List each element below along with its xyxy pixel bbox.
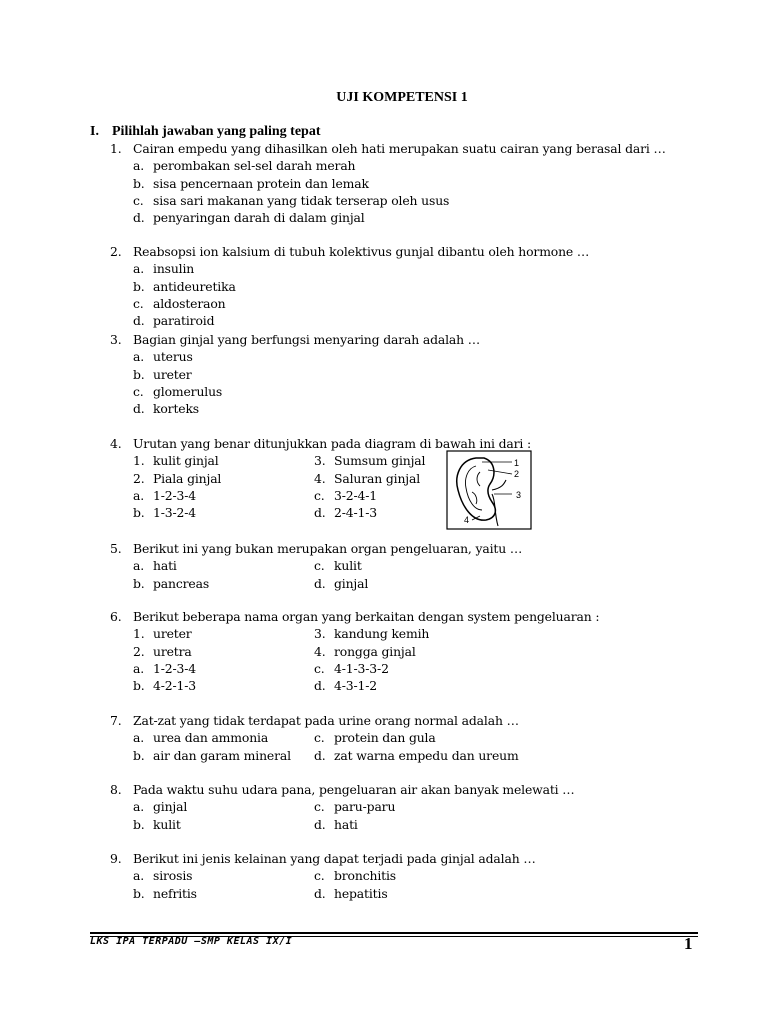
option-text: air dan garam mineral xyxy=(153,747,291,763)
option-text: 1-3-2-4 xyxy=(153,505,197,521)
answer-option xyxy=(133,625,192,642)
answer-option xyxy=(314,729,436,746)
answer-option xyxy=(314,816,358,833)
option-letter: d. xyxy=(133,313,145,329)
option-text: sisa sari makanan yang tidak terserap oleh usus xyxy=(153,192,450,208)
option-text: Saluran ginjal xyxy=(334,470,421,486)
option-text: hati xyxy=(153,558,177,574)
question-text: Bagian ginjal yang berfungsi menyaring darah adalah … xyxy=(133,332,481,347)
option-letter: 2. xyxy=(133,643,145,659)
option-text: 4-3-1-2 xyxy=(334,678,378,694)
question-number: 5. xyxy=(110,541,122,556)
option-text: kulit xyxy=(334,558,362,574)
option-letter: 3. xyxy=(314,453,326,469)
option-text: kandung kemih xyxy=(334,626,430,642)
answer-option xyxy=(314,575,368,592)
option-text: pancreas xyxy=(153,575,210,591)
question-number: 4. xyxy=(110,436,122,451)
question-text: Zat-zat yang tidak terdapat pada urine orang normal adalah … xyxy=(133,713,519,728)
answer-option xyxy=(133,885,197,902)
option-text: glomerulus xyxy=(153,383,223,399)
option-letter: d. xyxy=(314,678,326,694)
option-letter: d. xyxy=(133,401,145,417)
answer-option xyxy=(133,557,177,574)
question-number: 2. xyxy=(110,244,122,259)
kidney-diagram xyxy=(446,450,532,530)
answer-option xyxy=(133,660,196,677)
option-letter: d. xyxy=(314,885,326,901)
answer-option xyxy=(314,625,429,642)
option-letter: c. xyxy=(133,295,144,311)
option-text: ginjal xyxy=(153,799,188,815)
footer-text: LKS IPA TERPADU –SMP KELAS IX/I xyxy=(90,936,293,947)
answer-option xyxy=(314,660,389,677)
option-letter: d. xyxy=(314,575,326,591)
answer-option xyxy=(133,729,268,746)
option-text: ureter xyxy=(153,366,192,382)
answer-option xyxy=(314,643,416,660)
option-letter: a. xyxy=(133,349,145,365)
answer-option xyxy=(133,487,196,504)
answer-option xyxy=(133,470,221,487)
option-text: uretra xyxy=(153,643,192,659)
answer-option xyxy=(133,677,196,694)
option-text: rongga ginjal xyxy=(334,643,416,659)
footer-rule xyxy=(90,932,698,934)
answer-option xyxy=(314,798,395,815)
answer-option xyxy=(314,487,377,504)
option-text: 3-2-4-1 xyxy=(334,487,378,503)
option-letter: b. xyxy=(133,678,145,694)
option-text: 4-2-1-3 xyxy=(153,678,197,694)
question-text: Berikut ini jenis kelainan yang dapat terjadi pada ginjal adalah … xyxy=(133,851,536,866)
option-letter: d. xyxy=(133,210,145,226)
option-letter: a. xyxy=(133,660,145,676)
question-number: 6. xyxy=(110,609,122,624)
option-letter: 1. xyxy=(133,626,145,642)
option-text: zat warna empedu dan ureum xyxy=(334,747,519,763)
option-letter: a. xyxy=(133,261,145,277)
answer-option xyxy=(133,452,219,469)
answer-option xyxy=(314,470,420,487)
option-text: kulit ginjal xyxy=(153,453,219,469)
option-letter: c. xyxy=(314,730,325,746)
option-letter: b. xyxy=(133,816,145,832)
option-letter: a. xyxy=(133,730,145,746)
option-letter: c. xyxy=(314,660,325,676)
option-text: sirosis xyxy=(153,868,193,884)
section-number: I. xyxy=(90,124,99,139)
question-text: Berikut ini yang bukan merupakan organ pengeluaran, yaitu … xyxy=(133,541,523,556)
page-number: 1 xyxy=(684,934,693,953)
option-letter: c. xyxy=(133,192,144,208)
option-text: penyaringan darah di dalam ginjal xyxy=(153,210,365,226)
page-title: UJI KOMPETENSI 1 xyxy=(336,90,468,105)
option-text: paru-paru xyxy=(334,799,396,815)
diagram-label: 4 xyxy=(464,515,470,525)
option-text: nefritis xyxy=(153,885,197,901)
answer-option xyxy=(314,747,519,764)
option-letter: d. xyxy=(314,816,326,832)
answer-option xyxy=(314,885,388,902)
question-text: Cairan empedu yang dihasilkan oleh hati merupakan suatu cairan yang berasal dari … xyxy=(133,141,666,156)
option-text: protein dan gula xyxy=(334,730,436,746)
option-letter: c. xyxy=(314,487,325,503)
option-letter: c. xyxy=(314,868,325,884)
option-letter: 4. xyxy=(314,643,326,659)
option-text: uterus xyxy=(153,349,193,365)
answer-option xyxy=(314,452,425,469)
option-letter: c. xyxy=(133,383,144,399)
option-letter: b. xyxy=(133,175,145,191)
option-text: hepatitis xyxy=(334,885,388,901)
option-letter: d. xyxy=(314,747,326,763)
section-instruction: Pilihlah jawaban yang paling tepat xyxy=(112,124,321,139)
option-text: aldosteraon xyxy=(153,295,226,311)
option-text: ureter xyxy=(153,626,192,642)
answer-option xyxy=(133,747,291,764)
option-text: kulit xyxy=(153,816,181,832)
diagram-label: 1 xyxy=(514,458,520,468)
option-letter: a. xyxy=(133,487,145,503)
question-text: Urutan yang benar ditunjukkan pada diagram di bawah ini dari : xyxy=(133,436,532,451)
option-text: korteks xyxy=(153,401,200,417)
option-letter: b. xyxy=(133,575,145,591)
option-letter: a. xyxy=(133,558,145,574)
option-text: ginjal xyxy=(334,575,369,591)
option-text: Piala ginjal xyxy=(153,470,222,486)
option-text: 1-2-3-4 xyxy=(153,487,197,503)
option-letter: b. xyxy=(133,278,145,294)
option-text: 2-4-1-3 xyxy=(334,505,378,521)
question-text: Reabsopsi ion kalsium di tubuh kolektivus gunjal dibantu oleh hormone … xyxy=(133,244,590,259)
option-letter: 3. xyxy=(314,626,326,642)
question-number: 1. xyxy=(110,141,122,156)
option-letter: d. xyxy=(314,505,326,521)
question-text: Berikut beberapa nama organ yang berkaitan dengan system pengeluaran : xyxy=(133,609,600,624)
section-heading xyxy=(90,124,321,140)
option-letter: 2. xyxy=(133,470,145,486)
option-letter: a. xyxy=(133,158,145,174)
option-text: 1-2-3-4 xyxy=(153,660,197,676)
option-text: paratiroid xyxy=(153,313,215,329)
option-letter: b. xyxy=(133,747,145,763)
answer-option xyxy=(314,677,377,694)
answer-option xyxy=(133,798,187,815)
question-number: 8. xyxy=(110,782,122,797)
answer-option xyxy=(133,816,181,833)
option-letter: c. xyxy=(314,799,325,815)
option-letter: a. xyxy=(133,868,145,884)
answer-option xyxy=(133,575,209,592)
answer-option xyxy=(133,504,196,521)
option-letter: 1. xyxy=(133,453,145,469)
answer-option xyxy=(133,643,192,660)
option-text: urea dan ammonia xyxy=(153,730,269,746)
answer-option xyxy=(314,557,362,574)
question-text: Pada waktu suhu udara pana, pengeluaran air akan banyak melewati … xyxy=(133,782,575,797)
question-number: 3. xyxy=(110,332,122,347)
option-text: Sumsum ginjal xyxy=(334,453,426,469)
option-text: sisa pencernaan protein dan lemak xyxy=(153,175,369,191)
option-letter: b. xyxy=(133,505,145,521)
diagram-label: 2 xyxy=(514,469,520,479)
question-number: 9. xyxy=(110,851,122,866)
option-text: perombakan sel-sel darah merah xyxy=(153,158,356,174)
option-letter: a. xyxy=(133,799,145,815)
answer-option xyxy=(314,867,396,884)
answer-option xyxy=(133,867,192,884)
option-text: insulin xyxy=(153,261,195,277)
option-text: antideuretika xyxy=(153,278,236,294)
option-letter: b. xyxy=(133,366,145,382)
question-number: 7. xyxy=(110,713,122,728)
option-text: 4-1-3-3-2 xyxy=(334,660,389,676)
option-letter: 4. xyxy=(314,470,326,486)
answer-option xyxy=(314,504,377,521)
option-text: hati xyxy=(334,816,358,832)
option-letter: b. xyxy=(133,885,145,901)
option-text: bronchitis xyxy=(334,868,396,884)
option-letter: c. xyxy=(314,558,325,574)
diagram-label: 3 xyxy=(516,490,522,500)
